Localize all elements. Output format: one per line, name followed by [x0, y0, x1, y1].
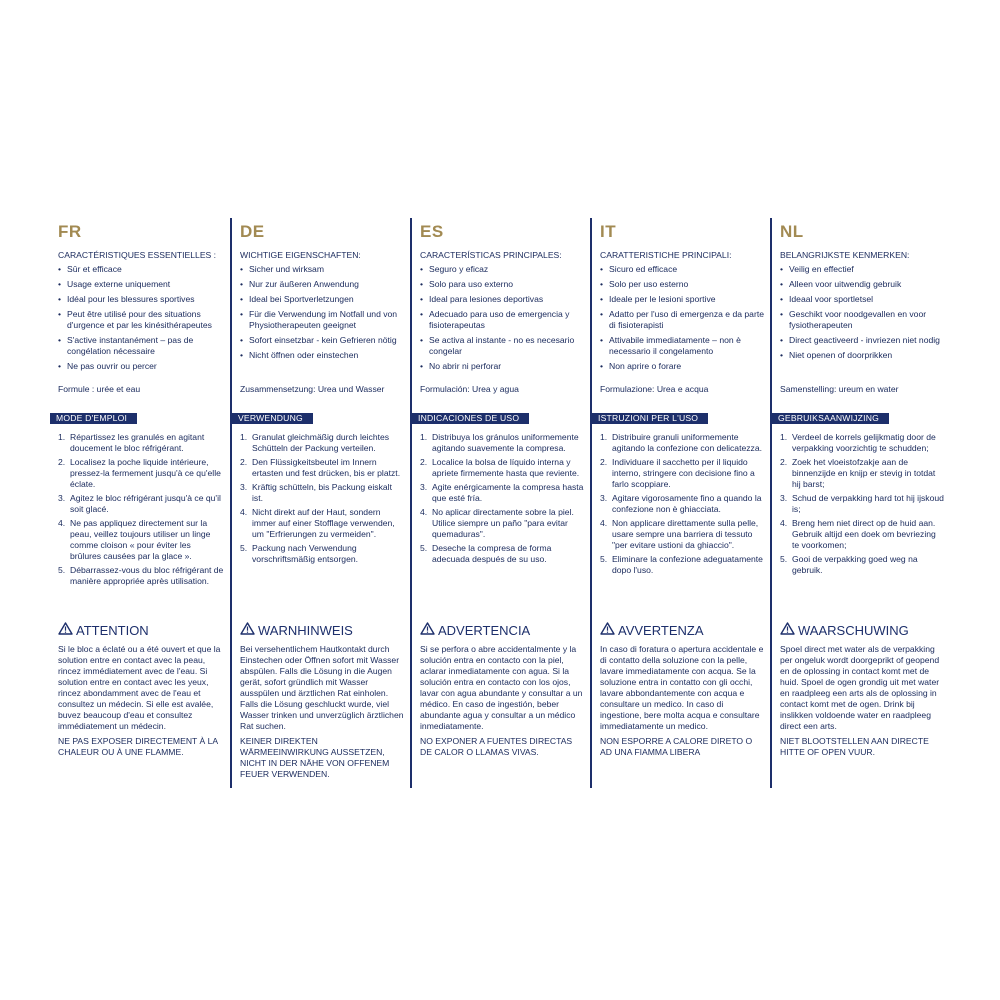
usage-header: MODE D'EMPLOI: [50, 413, 137, 424]
step-text: Granulat gleichmäßig durch leichtes Schütteln der Packung verteilen.: [252, 432, 390, 453]
step-number: 5.: [600, 554, 608, 564]
feature-item: • Ideaal voor sportletsel: [780, 294, 944, 305]
step-text: No aplicar directamente sobre la piel. Utilice siempre un paño "para evitar quemaduras".: [432, 507, 574, 539]
usage-step: [600, 554, 764, 576]
step-number: 5.: [58, 565, 66, 575]
step-text: Non applicare direttamente sulla pelle, usare sempre una barriera di tessuto "per evitare ustioni da ghiaccio".: [612, 518, 759, 550]
language-column-fr: [50, 218, 230, 788]
features-list: [420, 264, 584, 372]
feature-item: • Se activa al instante - no es necesario congelar: [420, 335, 584, 357]
usage-steps-list: [240, 432, 404, 565]
warning-triangle-icon: [58, 622, 76, 638]
step-number: 3.: [420, 482, 428, 492]
warning-heading: [420, 622, 584, 638]
step-text: Ne pas appliquez directement sur la peau, veillez toujours utiliser un linge comme cloison « pour éviter les brûlures causées par la glace ».: [70, 518, 211, 561]
step-number: 2.: [780, 457, 788, 467]
feature-item: • S'active instantanément – pas de congélation nécessaire: [58, 335, 224, 357]
usage-step: [420, 457, 584, 479]
feature-item: • Nur zur äußeren Anwendung: [240, 279, 404, 290]
step-text: Deseche la compresa de forma adecuada después de su uso.: [432, 543, 552, 564]
step-number: 4.: [600, 518, 608, 528]
usage-header: INDICACIONES DE USO: [412, 413, 529, 424]
step-text: Schud de verpakking hard tot hij ijskoud is;: [792, 493, 944, 514]
warning-caps: NO EXPONER A FUENTES DIRECTAS DE CALOR O LLAMAS VIVAS.: [420, 736, 573, 757]
step-text: Localice la bolsa de líquido interna y apriete firmemente hasta que reviente.: [432, 457, 580, 478]
step-text: Packung nach Verwendung vorschriftsmäßig entsorgen.: [252, 543, 359, 564]
step-text: Zoek het vloeistofzakje aan de binnenzijde en knijp er stevig in totdat hij barst;: [792, 457, 936, 489]
feature-item: • Sicher und wirksam: [240, 264, 404, 275]
usage-step: [600, 432, 764, 454]
usage-steps-area: [420, 432, 584, 622]
step-number: 3.: [780, 493, 788, 503]
step-number: 1.: [58, 432, 66, 442]
feature-item: • Niet openen of doorprikken: [780, 350, 944, 361]
feature-item: • Nicht öffnen oder einstechen: [240, 350, 404, 361]
warning-heading: [58, 622, 224, 638]
step-text: Breng hem niet direct op de huid aan. Gebruik altijd een doek om bevriezing te voorkomen;: [792, 518, 936, 550]
warning-caps: KEINER DIREKTEN WÄRMEEINWIRKUNG AUSSETZEN, NICHT IN DER NÄHE VON OFFENEM FEUER VERWENDEN.: [240, 736, 390, 779]
language-code: NL: [780, 222, 804, 241]
step-text: Répartissez les granulés en agitant doucement le bloc réfrigérant.: [70, 432, 205, 453]
features-title: CARACTERÍSTICAS PRINCIPALES:: [420, 250, 562, 260]
usage-step: [240, 482, 404, 504]
features-list: [58, 264, 224, 372]
warning-triangle-icon: [780, 622, 798, 638]
language-code: ES: [420, 222, 444, 241]
usage-step: [58, 565, 224, 587]
usage-step: [780, 554, 944, 576]
usage-steps-list: [600, 432, 764, 576]
step-text: Individuare il sacchetto per il liquido interno, stringere con decisione fino a farlo scoppiare.: [612, 457, 755, 489]
usage-step: [420, 482, 584, 504]
features-list-area: [780, 264, 944, 384]
features-list: [600, 264, 764, 372]
feature-item: • Peut être utilisé pour des situations d'urgence et par les kinésithérapeutes: [58, 309, 224, 331]
feature-item: • Non aprire o forare: [600, 361, 764, 372]
feature-item: • Ne pas ouvrir ou percer: [58, 361, 224, 372]
feature-item: • Solo para uso externo: [420, 279, 584, 290]
step-text: Distribuya los gránulos uniformemente agitando suavemente la compresa.: [432, 432, 579, 453]
language-code: IT: [600, 222, 617, 241]
usage-header: GEBRUIKSAANWIJZING: [772, 413, 889, 424]
features-title: BELANGRIJKSTE KENMERKEN:: [780, 250, 910, 260]
feature-item: • Ideale per le lesioni sportive: [600, 294, 764, 305]
warning-title: WARNHINWEIS: [258, 622, 353, 638]
step-number: 1.: [240, 432, 248, 442]
usage-steps-area: [780, 432, 944, 622]
step-number: 4.: [420, 507, 428, 517]
usage-steps-area: [600, 432, 764, 622]
warning-heading: [600, 622, 764, 638]
feature-item: • Sicuro ed efficace: [600, 264, 764, 275]
usage-steps-area: [58, 432, 224, 622]
step-number: 4.: [780, 518, 788, 528]
formula-text: Formule : urée et eau: [58, 384, 141, 394]
formula-text: Samenstelling: ureum en water: [780, 384, 899, 394]
feature-item: • Idéal pour les blessures sportives: [58, 294, 224, 305]
usage-step: [240, 543, 404, 565]
step-text: Distribuire granuli uniformemente agitando la confezione con delicatezza.: [612, 432, 763, 453]
features-list-area: [420, 264, 584, 384]
step-number: 3.: [240, 482, 248, 492]
step-number: 5.: [240, 543, 248, 553]
feature-item: • Adatto per l'uso di emergenza e da parte di fisioterapisti: [600, 309, 764, 331]
step-number: 5.: [780, 554, 788, 564]
step-number: 3.: [600, 493, 608, 503]
feature-item: • Geschikt voor noodgevallen en voor fysiotherapeuten: [780, 309, 944, 331]
language-column-nl: [770, 218, 950, 788]
step-number: 4.: [240, 507, 248, 517]
step-text: Den Flüssigkeitsbeutel im Innern ertasten und fest drücken, bis er platzt.: [252, 457, 401, 478]
usage-step: [240, 507, 404, 540]
step-text: Nicht direkt auf der Haut, sondern immer auf einer Stofflage verwenden, um "Erfrierungen zu vermeiden".: [252, 507, 395, 539]
usage-step: [58, 457, 224, 490]
step-number: 2.: [420, 457, 428, 467]
feature-item: • Sofort einsetzbar - kein Gefrieren nötig: [240, 335, 404, 346]
features-list-area: [240, 264, 404, 384]
usage-step: [58, 518, 224, 562]
step-number: 1.: [780, 432, 788, 442]
usage-step: [780, 493, 944, 515]
warning-text: In caso di foratura o apertura accidentale e di contatto della soluzione con la pelle, lavare immediatamente con acqua. Se la soluzione entra in contatto con gli occhi, lavare abbondantemente con acqua e consultare un medico. In caso di ingestione, bere molta acqua e consultare immediatamente un medico.: [600, 644, 764, 731]
step-number: 4.: [58, 518, 66, 528]
step-number: 2.: [240, 457, 248, 467]
feature-item: • Solo per uso esterno: [600, 279, 764, 290]
usage-step: [600, 457, 764, 490]
language-code: DE: [240, 222, 265, 241]
warning-title: ADVERTENCIA: [438, 622, 531, 638]
usage-steps-list: [58, 432, 224, 587]
step-text: Agitare vigorosamente fino a quando la confezione non è ghiacciata.: [612, 493, 762, 514]
usage-header: ISTRUZIONI PER L'USO: [592, 413, 708, 424]
usage-step: [420, 543, 584, 565]
features-list-area: [600, 264, 764, 384]
step-text: Verdeel de korrels gelijkmatig door de verpakking voorzichtig te schudden;: [792, 432, 936, 453]
step-number: 2.: [58, 457, 66, 467]
warning-title: WAARSCHUWING: [798, 622, 909, 638]
usage-step: [420, 432, 584, 454]
warning-text: Si le bloc a éclaté ou a été ouvert et que la solution entre en contact avec la peau, rincez immédiatement avec de l'eau. Si solution entre en contact avec les yeux, rincez abondamment avec de l'eau et consultez un médecin. Si elle est avalée, buvez beaucoup d'eau et consultez immédiatement un médecin.: [58, 644, 221, 731]
warning-caps: NE PAS EXPOSER DIRECTEMENT À LA CHALEUR OU À UNE FLAMME.: [58, 736, 218, 757]
step-number: 3.: [58, 493, 66, 503]
feature-item: • Adecuado para uso de emergencia y fisioterapeutas: [420, 309, 584, 331]
usage-step: [58, 432, 224, 454]
usage-step: [600, 518, 764, 551]
usage-steps-area: [240, 432, 404, 622]
warning-triangle-icon: [240, 622, 258, 638]
feature-item: • Veilig en effectief: [780, 264, 944, 275]
step-number: 5.: [420, 543, 428, 553]
feature-item: • Ideal para lesiones deportivas: [420, 294, 584, 305]
feature-item: • Sûr et efficace: [58, 264, 224, 275]
formula-text: Zusammensetzung: Urea und Wasser: [240, 384, 385, 394]
warning-heading: [780, 622, 944, 638]
warning-heading: [240, 622, 404, 638]
features-title: CARACTÉRISTIQUES ESSENTIELLES :: [58, 250, 217, 260]
language-column-it: [590, 218, 770, 788]
usage-step: [600, 493, 764, 515]
feature-item: • Direct geactiveerd - invriezen niet nodig: [780, 335, 944, 346]
feature-item: • Alleen voor uitwendig gebruik: [780, 279, 944, 290]
step-text: Gooi de verpakking goed weg na gebruik.: [792, 554, 918, 575]
language-code: FR: [58, 222, 82, 241]
features-title: CARATTERISTICHE PRINCIPALI:: [600, 250, 732, 260]
warning-caps: NON ESPORRE A CALORE DIRETO O AD UNA FIAMMA LIBERA: [600, 736, 753, 757]
step-text: Kräftig schütteln, bis Packung eiskalt ist.: [252, 482, 392, 503]
usage-header: VERWENDUNG: [232, 413, 313, 424]
step-text: Agite enérgicamente la compresa hasta que esté fría.: [432, 482, 584, 503]
feature-item: • Attivabile immediatamente – non è necessario il congelamento: [600, 335, 764, 357]
warning-title: ATTENTION: [76, 622, 149, 638]
features-list: [780, 264, 944, 361]
step-text: Eliminare la confezione adeguatamente dopo l'uso.: [612, 554, 763, 575]
features-list: [240, 264, 404, 361]
formula-text: Formulación: Urea y agua: [420, 384, 519, 394]
formula-text: Formulazione: Urea e acqua: [600, 384, 709, 394]
usage-step: [780, 432, 944, 454]
features-title: WICHTIGE EIGENSCHAFTEN:: [240, 250, 361, 260]
step-number: 1.: [420, 432, 428, 442]
usage-step: [780, 518, 944, 551]
warning-triangle-icon: [600, 622, 618, 638]
features-list-area: [58, 264, 224, 384]
usage-steps-list: [420, 432, 584, 565]
step-number: 1.: [600, 432, 608, 442]
step-number: 2.: [600, 457, 608, 467]
feature-item: • Für die Verwendung im Notfall und von Physiotherapeuten geeignet: [240, 309, 404, 331]
feature-item: • No abrir ni perforar: [420, 361, 584, 372]
step-text: Localisez la poche liquide intérieure, pressez-la fermement jusqu'à ce qu'elle éclate.: [70, 457, 221, 489]
warning-text: Spoel direct met water als de verpakking per ongeluk wordt doorgeprikt of geopend en de oplossing in contact komt met de huid. Spoel de ogen grondig uit met water en raadpleeg een arts als de oplossing in contact komt met de ogen. Drink bij inslikken voldoende water en raadpleeg direct een arts.: [780, 644, 940, 731]
usage-step: [240, 457, 404, 479]
warning-title: AVVERTENZA: [618, 622, 704, 638]
step-text: Agitez le bloc réfrigérant jusqu'à ce qu'il soit glacé.: [70, 493, 221, 514]
instruction-sheet: [50, 218, 950, 788]
feature-item: • Usage externe uniquement: [58, 279, 224, 290]
usage-step: [240, 432, 404, 454]
language-column-es: [410, 218, 590, 788]
warning-text: Bei versehentlichem Hautkontakt durch Einstechen oder Öffnen sofort mit Wasser abspülen. Falls die Lösung in die Augen gerät, sofort gründlich mit Wasser ausspülen und ärztlichen Rat einholen. Falls die Lösung geschluckt wurde, viel Wasser trinken und unverzüglich ärztlichen Rat suchen.: [240, 644, 404, 731]
usage-step: [58, 493, 224, 515]
step-text: Débarrassez-vous du bloc réfrigérant de manière appropriée après utilisation.: [70, 565, 224, 586]
feature-item: • Ideal bei Sportverletzungen: [240, 294, 404, 305]
warning-text: Si se perfora o abre accidentalmente y la solución entra en contacto con la piel, aclarar inmediatamente con agua. Si la solución entra en contacto con los ojos, lavar con agua abundante y consultar a un médico. En caso de ingestión, beber abundante agua y consultar a un médico inmediatamente.: [420, 644, 583, 731]
language-column-de: [230, 218, 410, 788]
usage-steps-list: [780, 432, 944, 576]
usage-step: [780, 457, 944, 490]
warning-triangle-icon: [420, 622, 438, 638]
feature-item: • Seguro y eficaz: [420, 264, 584, 275]
usage-step: [420, 507, 584, 540]
warning-caps: NIET BLOOTSTELLEN AAN DIRECTE HITTE OF OPEN VUUR.: [780, 736, 929, 757]
